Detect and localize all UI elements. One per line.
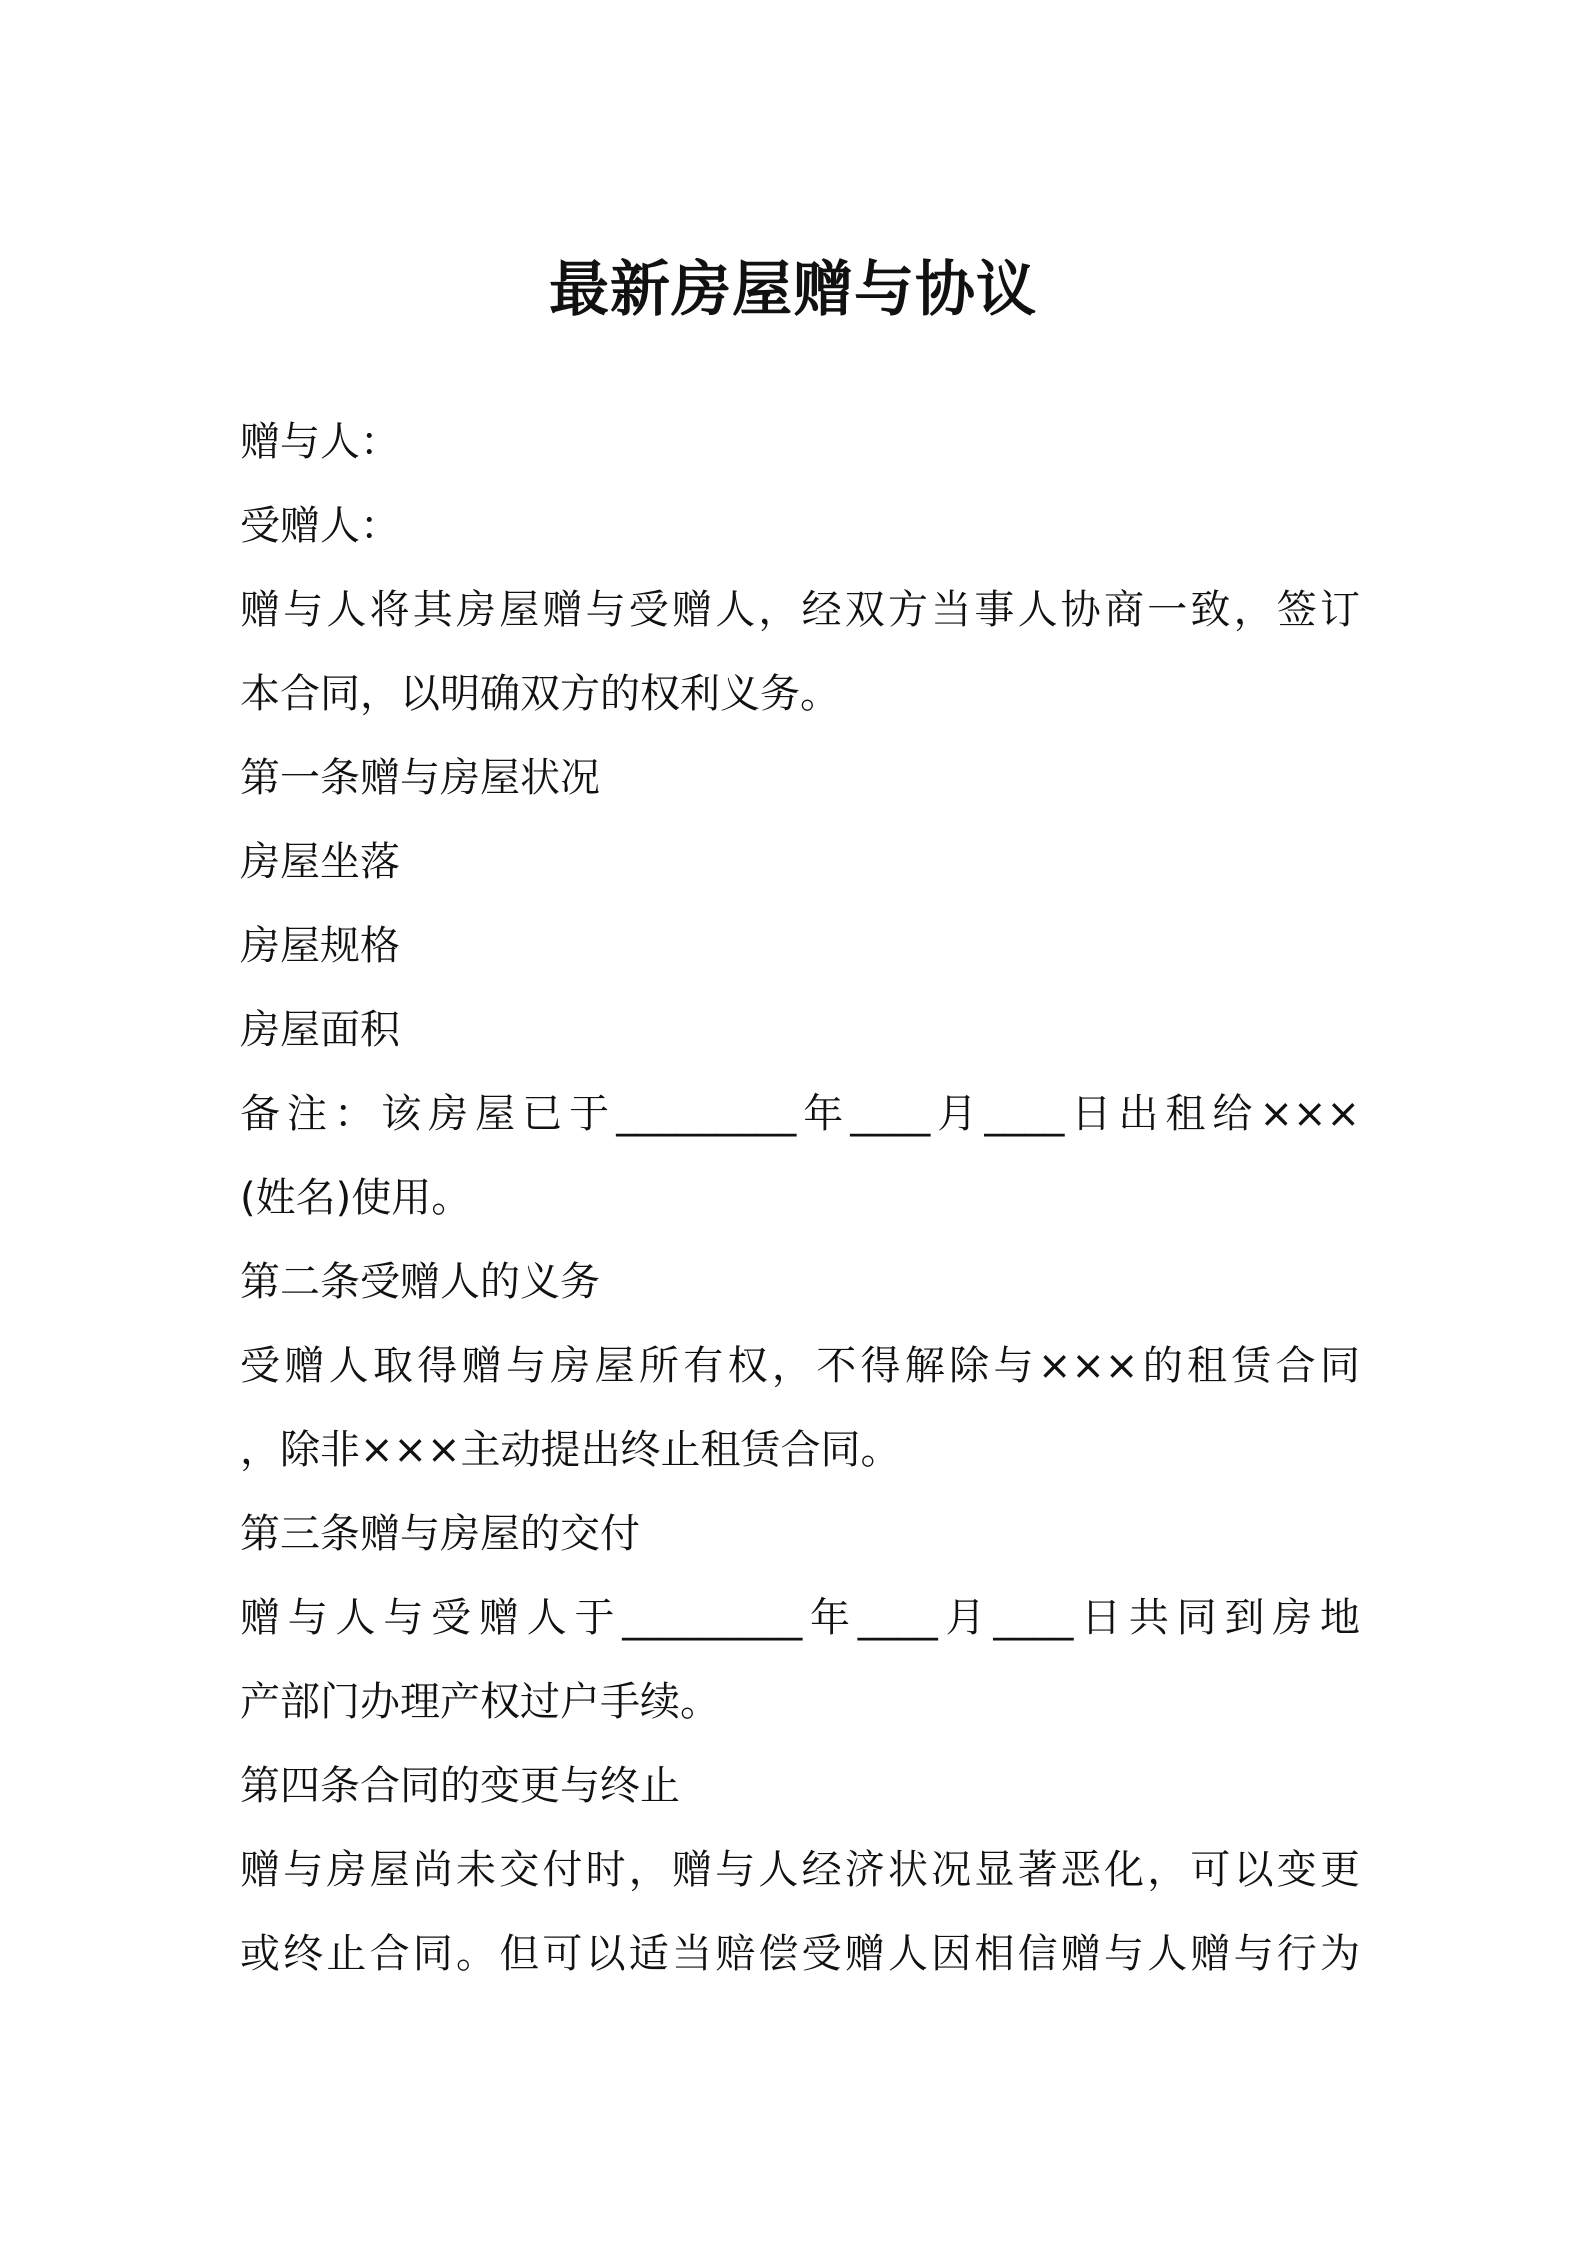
property-area-line: 房屋面积 (240, 1007, 400, 1053)
property-spec-line: 房屋规格 (240, 923, 400, 969)
intro-paragraph-line: 赠与人将其房屋赠与受赠人，经双方当事人协商一致，签订 (240, 587, 1360, 633)
donor-line: 赠与人： (240, 419, 400, 465)
article-3-heading: 第三条赠与房屋的交付 (240, 1511, 640, 1557)
article-3-paragraph-line: 赠与人与受赠人于_________年____月____日共同到房地 (240, 1595, 1360, 1641)
donee-line: 受赠人： (240, 503, 400, 549)
article-1-heading: 第一条赠与房屋状况 (240, 755, 600, 801)
remark-line: 备注：该房屋已于_________年____月____日出租给××× (240, 1091, 1360, 1137)
document-title: 最新房屋赠与协议 (549, 255, 1037, 325)
article-2-paragraph-line: 受赠人取得赠与房屋所有权，不得解除与×××的租赁合同 (240, 1343, 1360, 1389)
intro-paragraph-line: 本合同，以明确双方的权利义务。 (240, 671, 840, 717)
article-2-paragraph-line: ，除非×××主动提出终止租赁合同。 (240, 1427, 901, 1473)
document-body (240, 400, 1360, 1996)
article-4-paragraph-line: 赠与房屋尚未交付时，赠与人经济状况显著恶化，可以变更 (240, 1847, 1360, 1893)
remark-line: (姓名)使用。 (240, 1175, 472, 1221)
article-4-paragraph-line: 或终止合同。但可以适当赔偿受赠人因相信赠与人赠与行为 (240, 1931, 1360, 1977)
property-location-line: 房屋坐落 (240, 839, 400, 885)
article-2-heading: 第二条受赠人的义务 (240, 1259, 600, 1305)
article-3-paragraph-line: 产部门办理产权过户手续。 (240, 1679, 720, 1725)
article-4-heading: 第四条合同的变更与终止 (240, 1763, 680, 1809)
